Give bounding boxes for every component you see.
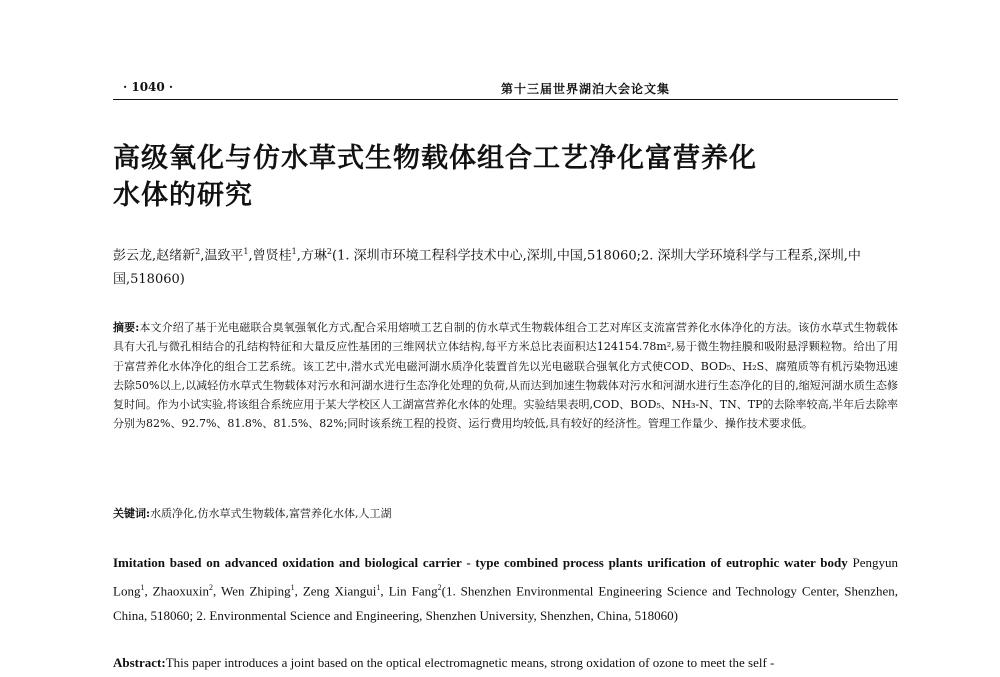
author-block: 彭云龙,赵绪新$^2$,温致平$^1$,曾贤桂$^1$,方琳$^2$(1. 深圳市环境工程科学技术中心,深圳,中国,518060;2. 深圳大学环境科学与工程系,深圳,中国,518060) [113, 247, 861, 288]
header-rule [113, 99, 898, 100]
english-author-sup: 1 [140, 583, 145, 592]
english-author-sup: 2 [209, 583, 213, 592]
author-name: 赵绪新 [156, 248, 196, 264]
english-author: Pengyun Long [113, 555, 899, 599]
author-affiliation: (1. 深圳市环境工程科学技术中心,深圳,中国,518060;2. 深圳大学环境科学与工程系,深圳,中国,518060) [113, 248, 861, 288]
english-author-sup: 2 [437, 583, 442, 592]
author-name: 彭云龙 [113, 248, 153, 264]
paper-title [113, 140, 873, 214]
keywords-label: 关键词: [113, 507, 151, 520]
english-author-sup: 1 [290, 583, 295, 592]
author-sup: 2 [326, 247, 333, 256]
journal-title: 第十三届世界湖泊大会论文集 [501, 82, 671, 96]
keywords-text: 水质净化,仿水草式生物载体,富营养化水体,人工湖 [150, 507, 392, 520]
english-author: Zeng Xiangui [302, 583, 377, 599]
english-affiliation: (1. Shenzhen Environmental Engineering Science and Technology Center, Shenzhen, China, 518060; 2. Environmental Science and Engineering, Shenzhen University, Shenzhen, China, 518060) [113, 583, 899, 624]
paper-title-line-2: 水体的研究 [113, 180, 253, 211]
english-title: Imitation based on advanced oxidation and biological carrier - type combined process plants urification of eutrophic water body [113, 555, 848, 570]
paper-title-line-1: 高级氧化与仿水草式生物载体组合工艺净化富营养化 [113, 143, 757, 174]
english-author-sup: 1 [376, 583, 381, 592]
english-abstract-text: This paper introduces a joint based on the optical electromagnetic means, strong oxidation of ozone to meet the self - [165, 655, 775, 670]
english-author: Wen Zhiping [220, 583, 291, 599]
author-name: 曾贤桂 [252, 248, 292, 264]
abstract-english [113, 650, 898, 675]
abstract-label: 摘要: [113, 321, 140, 334]
abstract-chinese [113, 318, 898, 434]
english-author: Zhaoxuxin [152, 583, 209, 599]
author-name: 方琳 [300, 248, 327, 264]
author-name: 温致平 [204, 248, 244, 264]
author-sup: 2 [195, 247, 201, 256]
abstract-text: 本文介绍了基于光电磁联合臭氧强氧化方式,配合采用熔喷工艺自制的仿水草式生物载体组合工艺对库区支流富营养化水体净化的方法。该仿水草式生物载体具有大孔与微孔相结合的孔结构特征和大量反应性基团的三维网状立体结构,每平方米总比表面积达124154.78m²,易于微生物挂膜和吸附悬浮颗粒物。给出了用于富营养化水体净化的组合工艺系统。该工艺中,潜水式光电磁河湖水质净化装置首先以光电磁联合强氧化方式使COD、BOD₅、H₂S、腐殖质等有机污染物迅速去除50%以上,以减轻仿水草式生物载体对污水和河湖水进行生态净化处理的负荷,从而达到加速生物载体对污水和河湖水进行生态净化的目的,缩短河湖水质生态修复时间。作为小试实验,将该组合系统应用于某大学校区人工湖富营养化水体的处理。实验结果表明,COD、BOD₅、NH₃-N、TN、TP的去除率较高,半年后去除率分别为82%、92.7%、81.8%、81.5%、82%;同时该系统工程的投资、运行费用均较低,具有较好的经济性。管理工作量少、操作技术要求低。 [113, 321, 899, 431]
author-sup: 1 [243, 247, 249, 256]
english-abstract-label: Abstract: [113, 655, 166, 670]
author-sup: 1 [291, 247, 297, 256]
english-title-block: Imitation based on advanced oxidation and biological carrier - type combined process plants urification of eutrophic water body Pengyun Long$^1$, Zhaoxuxin$^2$, Wen Zhiping$^1$, Zeng Xiangui$^1$, Lin Fang$^2$(1. Shenzhen Environmental Engineering Science and Technology Center, Shenzhen, China, 518060; 2. Environmental Science and Engineering, Shenzhen University, Shenzhen, China, 518060) [113, 555, 899, 624]
english-author: Lin Fang [388, 583, 438, 599]
keywords-chinese [113, 504, 898, 523]
page-number: · 1040 · [123, 80, 174, 94]
